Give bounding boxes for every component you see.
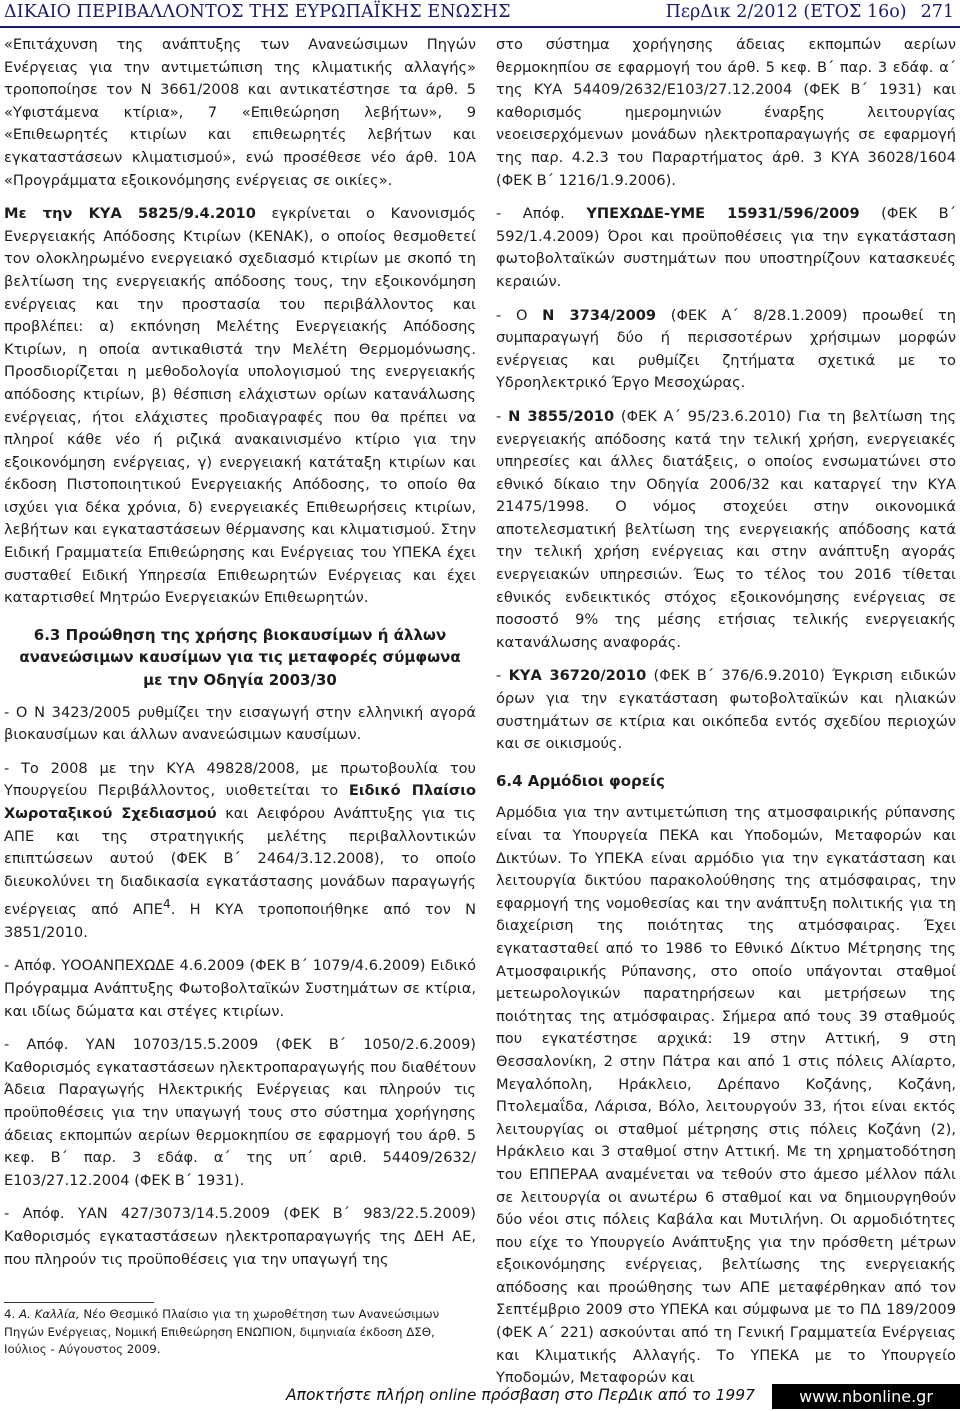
- journal-section-title: ΔΙΚΑΙΟ ΠΕΡΙΒΑΛΛΟΝΤΟΣ ΤΗΣ ΕΥΡΩΠΑΪΚΗΣ ΕΝΩΣΗΣ: [4, 2, 511, 22]
- footnote-text: Νέο Θεσμικό Πλαίσιο για τη χωροθέτηση των Ανανεώσιμων Πηγών Ενέργειας, Νομική Επιθεώρηση ΕΝΩΠΙΟΝ, διμηνιαία έκδοση ΔΣΘ, Ιούλιος - Αύγουστος 2009.: [4, 1307, 440, 1356]
- running-header: [0, 0, 960, 30]
- right-paragraph-1: στο σύστημα χορήγησης άδειας εκπομπών αερίων θερμοκηπίου σε εφαρμογή του άρθ. 5 κεφ. Β΄ παρ. 3 εδάφ. α΄ της ΚΥΑ 54409/2632/Ε103/27.12.2004 (ΦΕΚ Β΄ 1931) και καθορισμός ημερομηνιών έναρξης λειτουργίας νεοεισερχόμενων μονάδων ηλεκτροπαραγωγής σε εφαρμογή της παρ. 4.2.3 του Παραρτήματος άρθ. 3 ΚΥΑ 36028/1604 (ΦΕΚ Β΄ 1216/1.9.2006).: [496, 36, 956, 189]
- section-heading-6-4: 6.4 Αρμόδιοι φορείς: [496, 771, 665, 790]
- page-footer: [0, 1384, 960, 1411]
- left-paragraph-7: - Απόφ. ΥΑΝ 427/3073/14.5.2009 (ΦΕΚ Β΄ 983/22.5.2009) Καθορισμός εγκαταστάσεων ηλεκτροπαραγωγής της ΔΕΗ ΑΕ, που πληρούν τις προϋποθέσεις για την υπαγωγή της: [4, 1205, 476, 1268]
- right-paragraph-4: [496, 406, 956, 655]
- ypexode-reference: ΥΠΕΧΩΔΕ-ΥΜΕ 15931/596/2009: [586, 205, 860, 223]
- right-paragraph-3: [496, 305, 956, 395]
- special-framework-bold: Ειδικό Πλαίσιο Χωροταξικού Σχεδιασμού: [4, 782, 476, 822]
- footnote-ref: 4: [162, 897, 171, 912]
- left-column: [4, 34, 476, 1282]
- right-paragraph-2: [496, 203, 956, 293]
- kya36720-reference: ΚΥΑ 36720/2010: [508, 667, 647, 685]
- right-column: [496, 34, 956, 1401]
- left-paragraph-4: [4, 758, 476, 945]
- footnote: [4, 1306, 474, 1359]
- kya-reference: Με την ΚΥΑ 5825/9.4.2010: [4, 205, 256, 223]
- issue-info: [666, 2, 954, 22]
- section-heading-6-3: 6.3 Προώθηση της χρήσης βιοκαυσίμων ή άλλων ανανεώσιμων καυσίμων για τις μεταφορές σύμφωνα με την Οδηγία 2003/30: [19, 625, 461, 690]
- footnote-author: Α. Καλλία,: [19, 1307, 80, 1321]
- kya36720-text: (ΦΕΚ Β΄ 376/6.9.2010) Έγκριση ειδικών όρων για την εγκατάσταση φωτοβολταϊκών και ηλιακών συστημάτων σε κτίρια και οικόπεδα εντός σχεδίου περιοχών και σε οικισμούς.: [496, 667, 956, 753]
- header-rule: [0, 26, 960, 28]
- n3734-text: (ΦΕΚ Α΄ 8/28.1.2009) προωθεί τη συμπαραγωγή δύο ή περισσοτέρων χρήσιμων μορφών ενέργειας και ρυθμίζει ζητήματα σχετικά με το Υδροηλεκτρικό Έργο Μεσοχώρας.: [496, 306, 956, 392]
- kya36720-prefix: -: [496, 667, 509, 685]
- left-paragraph-1: «Επιτάχυνση της ανάπτυξης των Ανανεώσιμων Πηγών Ενέργειας για την αντιμετώπιση της κλιματικής αλλαγής» τροποποίησε τον Ν 3661/2008 και αντικατέστησε τα άρθ. 5 «Υφιστάμενα κτίρια», 7 «Επιθεώρηση λεβήτων», 9 «Επιθεωρητές κτιρίων και επιθεωρητές λεβήτων και εγκαταστάσεων κλιματισμού», ενώ προσέθεσε νέο άρθ. 10Α «Προγράμματα εξοικονόμησης ενέργειας σε οικίες».: [4, 36, 476, 189]
- n3855-text: (ΦΕΚ Α΄ 95/23.6.2010) Για τη βελτίωση της ενεργειακής απόδοσης κατά την τελική χρήση, ενεργειακές υπηρεσίες και άλλες διατάξεις, ο οποίος ενσωματώνει στο εθνικό δίκαιο την Οδηγία 2006/32 και καταργεί την ΚΥΑ 21475/1998. Ο νόμος στοχεύει στην οικονομικά αποτελεσματική βελτίωση της ενεργειακής απόδοσης κατά την τελική χρήση ενέργειας και στην ανάπτυξη αγοράς ενεργειακών υπηρεσιών. Έως το τέλος του 2016 τίθεται εθνικός ενδεικτικός στόχος εξοικονόμησης ενέργειας σε ποσοστό 9% της μέσης ετήσιας τελικής ενεργειακής κατανάλωσης αναφοράς.: [496, 407, 957, 651]
- left-paragraph-2: [4, 203, 476, 610]
- left-paragraph-3: - Ο Ν 3423/2005 ρυθμίζει την εισαγωγή στην ελληνική αγορά βιοκαυσίμων και άλλων ανανεώσιμων καυσίμων.: [4, 703, 476, 744]
- kya-49828-text: - Το 2008 με την ΚΥΑ 49828/2008, με πρωτοβουλία του Υπουργείου Περιβάλλοντος, υιοθετείται το: [4, 759, 476, 800]
- n3734-reference: Ν 3734/2009: [542, 306, 657, 324]
- n3734-prefix: - Ο: [496, 306, 543, 324]
- n3855-prefix: -: [496, 407, 509, 425]
- footer-url-link[interactable]: www.nbonline.gr: [772, 1384, 960, 1409]
- kya-49828-text-end: . Η ΚΥΑ τροποποιήθηκε από τον Ν 3851/2010.: [4, 901, 476, 941]
- issue-label: ΠερΔικ 2/2012 (ΕΤΟΣ 16ο): [665, 2, 907, 22]
- left-paragraph-5: - Απόφ. ΥΟΟΑΝΠΕΧΩΔΕ 4.6.2009 (ΦΕΚ Β΄ 1079/4.6.2009) Ειδικό Πρόγραμμα Ανάπτυξης Φωτοβολταϊκών Συστημάτων σε κτίρια, και ιδίως δώματα και στέγες κτιρίων.: [4, 957, 476, 1020]
- right-paragraph-6: Αρμόδια για την αντιμετώπιση της ατμοσφαιρικής ρύπανσης είναι τα Υπουργεία ΠΕΚΑ και Υποδομών, Μεταφορών και Δικτύων. Το ΥΠΕΚΑ είναι αρμόδιο για την εγκατάσταση και λειτουργία δικτύου παρακολούθησης της ατμόσφαιρας, την εφαρμογή της νομοθεσίας και την ανάπτυξη πολιτικής για τη διαχείριση της ποιότητας της ατμόσφαιρας. Έχει εγκατασταθεί από το 1986 το Εθνικό Δίκτυο Μέτρησης της Ατμοσφαιρικής Ρύπανσης, στο οποίο υπάγονται σταθμοί μετεωρολογικών παρατηρήσεων και μετρήσεων της ποιότητας της ατμόσφαιρας. Σήμερα από τους 39 σταθμούς που εγκατέστησε αρχικά: 19 στην Αττική, 9 στη Θεσσαλονίκη, 2 στην Πάτρα και από 1 στις πόλεις Αλίαρτο, Μεγαλόπολη, Ηράκλειο, Δρέπανο Κοζάνης, Κοζάνη, Πτολεμαΐδα, Λάρισα, Βόλο, λειτουργούν 33, ήτοι είναι εκτός λειτουργίας οι σταθμοί μέτρησης στις πόλεις Κοζάνη (2), Ηράκλειο και 3 σταθμοί στην Αττική. Με τη χρηματοδότηση του ΕΠΠΕΡΑΑ αναμένεται να τεθούν στο άμεσο μέλλον πάλι σε λειτουργία οι ανωτέρω 6 σταθμοί και να δημιουργηθούν δύο νέοι στις πόλεις Καβάλα και Μυτιλήνη. Οι αρμοδιότητες που είχε το Υπουργείο Ανάπτυξης για την πρόσθετη μέτρων εξοικονόμησης ενέργειας, βελτίωσης της ενεργειακής απόδοσης και προώθησης των ΑΠΕ μεταφέρθηκαν από τον Σεπτέμβριο 2009 στο ΥΠΕΚΑ και σύμφωνα με το ΠΔ 189/2009 (ΦΕΚ Α΄ 221) ασκούνται από τη Γενική Γραμματεία Ενέργειας και Κλιματικής Αλλαγής. Το ΥΠΕΚΑ με το Υπουργείο Υποδομών, Μεταφορών και: [496, 804, 956, 1387]
- kenak-text: εγκρίνεται ο Κανονισμός Ενεργειακής Απόδοσης Κτιρίων (ΚΕΝΑΚ), ο οποίος θεσμοθετεί τον ολοκληρωμένο ενεργειακό σχεδιασμό κτιρίων με σκοπό τη βελτίωση της ενεργειακής απόδοσης τους, την εξοικονόμηση ενέργειας και την προστασία του περιβάλλοντος και προβλέπει: α) εκπόνηση Μελέτης Ενεργειακής Απόδοσης Κτιρίων, η οποία αντικαθιστά την Μελέτη Θερμομόνωσης. Προσδιορίζεται η μεθοδολογία υπολογισμού της ενεργειακής απόδοσης κτιρίων, β) θέσπιση ελάχιστων ορίων κατανάλωσης ενέργειας, ήτοι ελάχιστες προδιαγραφές που θα πρέπει να πληροί κάθε νέο ή ριζικά ανακαινισμένο κτίριο για την εξοικονόμηση ενέργειας, γ) ενεργειακή κατάταξη κτιρίων και έκδοση Πιστοποιητικού Ενεργειακής Απόδοσης, το οποίο θα ισχύει για δέκα χρόνια, δ) ενεργειακές Επιθεωρήσεις κτιρίων, λεβήτων και εγκαταστάσεων θέρμανσης και κλιματισμού. Στην Ειδική Γραμματεία Επιθεώρησης και Ενέργειας του ΥΠΕΚΑ έχει συσταθεί Ειδική Υπηρεσία Επιθεωρητών Ενέργειας και έχει καταρτισθεί Μητρώο Ενεργειακών Επιθεωρητών.: [4, 205, 476, 607]
- n3855-reference: Ν 3855/2010: [508, 407, 615, 425]
- kya-49828-text-cont: και Αειφόρου Ανάπτυξης για τις ΑΠΕ και της στρατηγικής μελέτης περιβαλλοντικών επιπτώσεων αυτού (ΦΕΚ Β΄ 2464/3.12.2008), το οποίο διευκολύνει τη διαδικασία εγκατάστασης μονάδων παραγωγής ενέργειας από ΑΠΕ: [4, 805, 476, 919]
- footnote-number: 4.: [4, 1307, 16, 1321]
- page-number: 271: [920, 2, 954, 22]
- left-paragraph-6: - Απόφ. ΥΑΝ 10703/15.5.2009 (ΦΕΚ Β΄ 1050/2.6.2009) Καθορισμός εγκαταστάσεων ηλεκτροπαραγωγής που διαθέτουν Άδεια Παραγωγής Ηλεκτρικής Ενέργειας και πληρούν τις προϋποθέσεις για την υπαγωγή τους στο σύστημα χορήγησης άδειας εκπομπών αερίων θερμοκηπίου σε εφαρμογή του άρθ. 5 κεφ. Β΄ παρ. 3 εδάφ. α΄ της υπ΄ αριθ. 54409/2632/Ε103/27.12.2004 (ΦΕΚ Β΄ 1931).: [4, 1036, 476, 1189]
- apof-prefix: - Απόφ.: [496, 205, 587, 223]
- footnote-divider: [4, 1302, 154, 1303]
- footer-promo-text: Αποκτήστε πλήρη online πρόσβαση στο ΠερΔικ από το 1997: [286, 1386, 755, 1404]
- right-paragraph-5: [496, 665, 956, 755]
- ypexode-text: (ΦΕΚ Β΄ 592/1.4.2009) Όροι και προϋποθέσεις για την εγκατάσταση φωτοβολταϊκών συστημάτων που υποστηρίζουν κατασκευές κεραιών.: [496, 205, 956, 290]
